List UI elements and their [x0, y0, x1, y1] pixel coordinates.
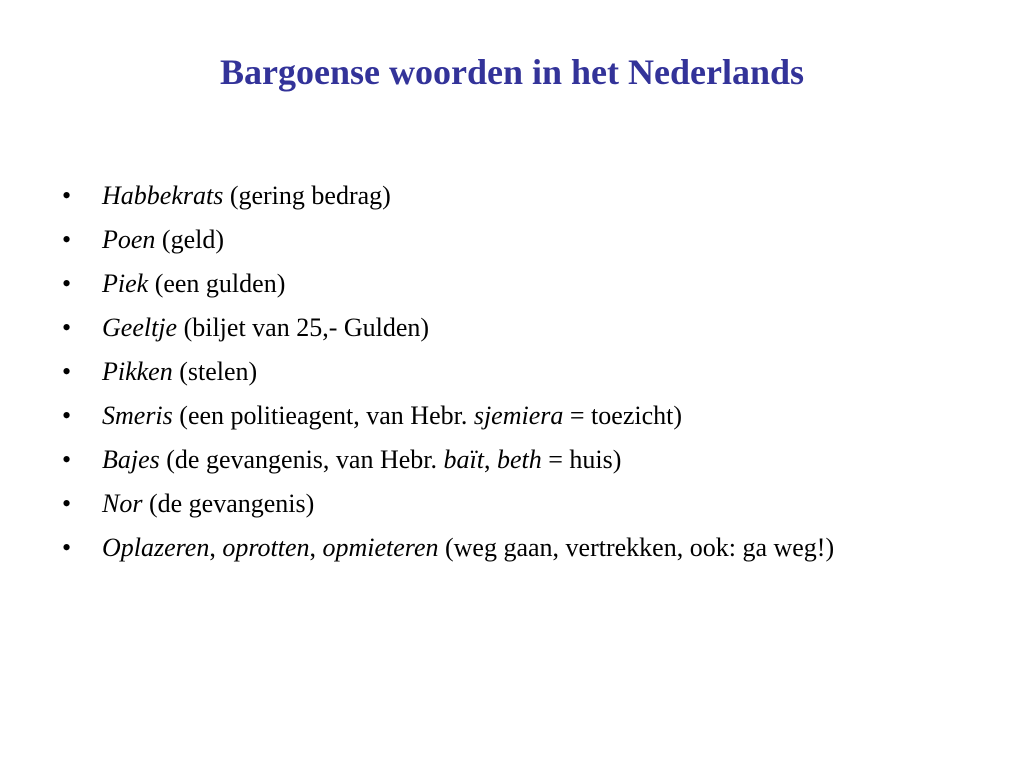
gloss-text: = toezicht) — [563, 401, 683, 430]
gloss-text: (biljet van 25,- Gulden) — [177, 313, 430, 342]
gloss-text: (weg gaan, vertrekken, ook: ga weg!) — [438, 533, 835, 562]
term-text: Bajes — [102, 445, 160, 474]
gloss-text: = huis) — [541, 445, 622, 474]
gloss-text: , — [309, 533, 323, 562]
term-text: Smeris — [102, 401, 173, 430]
bullet-icon: • — [62, 313, 72, 342]
term-text: Poen — [102, 225, 156, 254]
bullet-icon: • — [62, 533, 72, 562]
term-text: Oplazeren — [102, 533, 210, 562]
bullet-item — [62, 313, 962, 343]
gloss-text: , — [483, 445, 497, 474]
gloss-text: (stelen) — [172, 357, 258, 386]
bullet-icon: • — [62, 269, 72, 298]
bullet-icon: • — [62, 225, 72, 254]
term-text: baït — [443, 445, 484, 474]
bullet-icon: • — [62, 181, 72, 210]
gloss-text: , — [209, 533, 223, 562]
term-text: Geeltje — [102, 313, 178, 342]
term-text: Pikken — [102, 357, 173, 386]
term-text: Habbekrats — [102, 181, 224, 210]
bullet-icon: • — [62, 357, 72, 386]
bullet-icon: • — [62, 401, 72, 430]
term-text: Piek — [102, 269, 149, 298]
gloss-text: (een gulden) — [148, 269, 286, 298]
bullet-item — [62, 533, 962, 563]
gloss-text: (een politieagent, van Hebr. — [172, 401, 474, 430]
bullet-icon: • — [62, 489, 72, 518]
bullet-item — [62, 489, 962, 519]
gloss-text: (de gevangenis) — [142, 489, 315, 518]
term-text: oprotten — [222, 533, 310, 562]
bullet-item — [62, 445, 962, 475]
term-text: sjemiera — [473, 401, 564, 430]
gloss-text: (de gevangenis, van Hebr. — [159, 445, 444, 474]
slide-title: Bargoense woorden in het Nederlands — [220, 52, 804, 92]
term-text: opmieteren — [322, 533, 439, 562]
bullet-item — [62, 357, 962, 387]
term-text: Nor — [102, 489, 143, 518]
bullet-item — [62, 401, 962, 431]
gloss-text: (gering bedrag) — [223, 181, 391, 210]
term-text: beth — [496, 445, 542, 474]
bullet-item — [62, 181, 962, 211]
gloss-text: (geld) — [155, 225, 225, 254]
bullet-item — [62, 225, 962, 255]
bullet-list — [62, 181, 962, 563]
bullet-icon: • — [62, 445, 72, 474]
bullet-item — [62, 269, 962, 299]
